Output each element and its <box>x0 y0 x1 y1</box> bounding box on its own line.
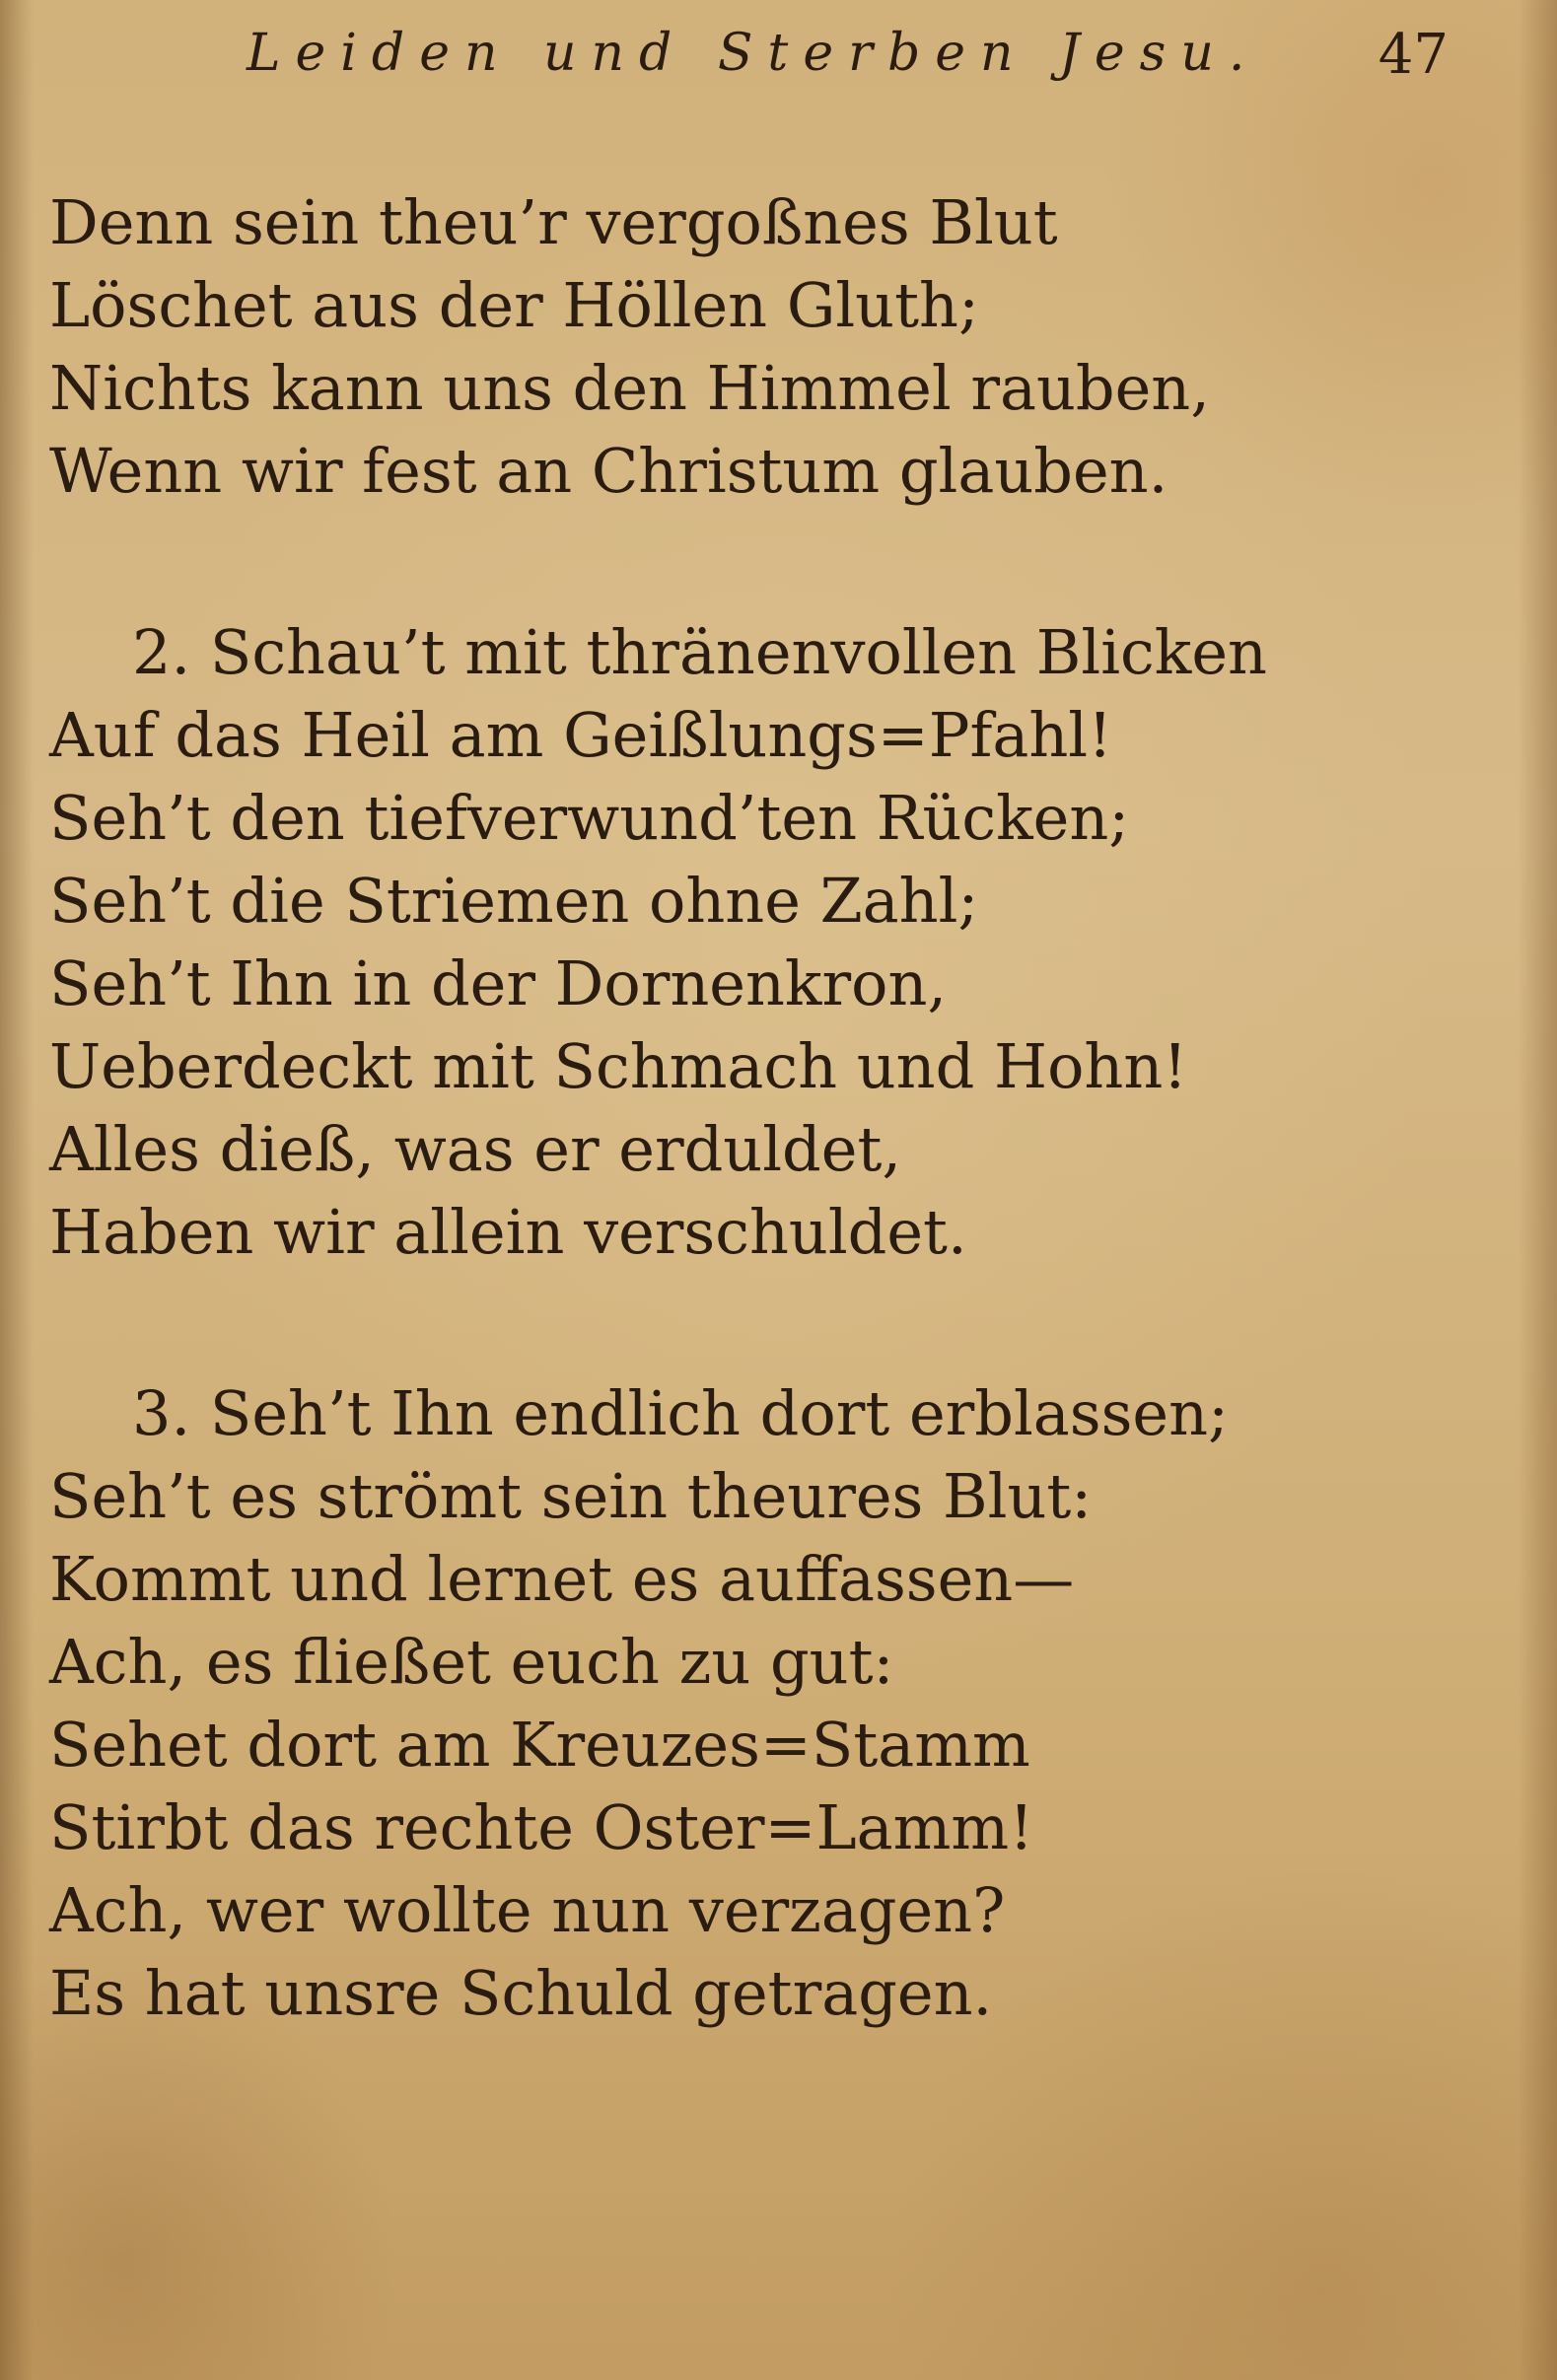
verse-line: Ach, wer wollte nun verzagen? <box>49 1874 1006 1946</box>
stanza-3 <box>49 1372 1469 2035</box>
verse-line: Haben wir allein verschuldet. <box>49 1196 967 1268</box>
verse-line: Auf das Heil am Geißlungs=Pfahl! <box>49 699 1113 771</box>
verse-line: Kommt und lernet es auffassen— <box>49 1543 1075 1615</box>
page-number: 47 <box>1378 23 1449 87</box>
verse-line: Denn sein theu’r vergoßnes Blut <box>49 186 1058 258</box>
verse-line: Es hat unsre Schuld getragen. <box>49 1957 993 2029</box>
verse-line: Seh’t Ihn in der Dornenkron, <box>49 947 948 1019</box>
page-edge-shadow-left <box>0 0 34 2380</box>
running-title: Leiden und Sterben Jesu. <box>247 24 1260 83</box>
verse-line: Ueberdeckt mit Schmach und Hohn! <box>49 1030 1188 1102</box>
verse-line: Ach, es fließet euch zu gut: <box>49 1626 894 1698</box>
verse-line: Wenn wir fest an Christum glauben. <box>49 435 1168 507</box>
stanza-2 <box>49 611 1469 1274</box>
verse-line: Seh’t es strömt sein theures Blut: <box>49 1460 1093 1532</box>
verse-line: 3. Seh’t Ihn endlich dort erblassen; <box>132 1377 1229 1449</box>
verse-line: Nichts kann uns den Himmel rauben, <box>49 352 1210 424</box>
verse-line: Alles dieß, was er erduldet, <box>49 1113 902 1185</box>
hymn-text <box>49 181 1469 2134</box>
verse-line: 2. Schau’t mit thränenvollen Blicken <box>132 616 1267 688</box>
stanza-1 <box>49 181 1469 513</box>
verse-line: Seh’t den tiefverwund’ten Rücken; <box>49 782 1130 854</box>
verse-line: Löschet aus der Höllen Gluth; <box>49 269 979 341</box>
verse-line: Stirbt das rechte Oster=Lamm! <box>49 1791 1034 1863</box>
page-edge-shadow-right <box>1518 0 1557 2380</box>
verse-line: Sehet dort am Kreuzes=Stamm <box>49 1709 1030 1781</box>
verse-line: Seh’t die Striemen ohne Zahl; <box>49 865 979 937</box>
